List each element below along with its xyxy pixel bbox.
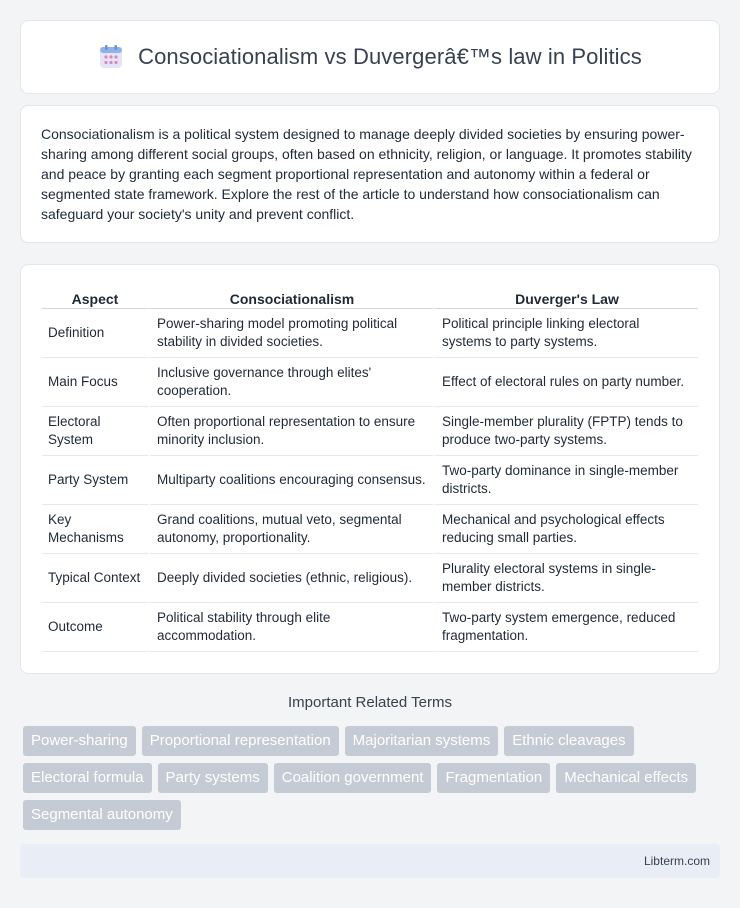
tag-power-sharing[interactable]: Power-sharing — [23, 726, 136, 756]
comparison-card — [20, 264, 720, 674]
tag-majoritarian-systems[interactable]: Majoritarian systems — [345, 726, 499, 756]
table-row — [42, 505, 698, 554]
calendar-app-icon — [98, 44, 124, 70]
row-aspect: Party System — [42, 456, 148, 505]
table-row — [42, 309, 698, 358]
row-duverger: Plurality electoral systems in single-member districts. — [433, 554, 698, 603]
intro-paragraph: Consociationalism is a political system designed to manage deeply divided societies by ensuring power-sharing among different social groups, often based on ethnicity, religion, or language. It promotes stability and peace by granting each segment proportional representation and autonomy within a federal or segmented state framework. Explore the rest of the article to understand how consociationalism can safeguard your society's unity and prevent conflict. — [41, 126, 692, 222]
row-aspect: Definition — [42, 309, 148, 358]
table-row — [42, 358, 698, 407]
table-row — [42, 603, 698, 652]
footer — [20, 844, 720, 878]
tag-party-systems[interactable]: Party systems — [158, 763, 268, 793]
table-header-row — [42, 285, 698, 309]
table-row — [42, 456, 698, 505]
related-terms-title: Important Related Terms — [288, 694, 452, 711]
row-consociationalism: Often proportional representation to ensure minority inclusion. — [148, 407, 433, 456]
row-consociationalism: Grand coalitions, mutual veto, segmental autonomy, proportionality. — [148, 505, 433, 554]
tag-coalition-government[interactable]: Coalition government — [274, 763, 432, 793]
row-consociationalism: Political stability through elite accommodation. — [148, 603, 433, 652]
tag-segmental-autonomy[interactable]: Segmental autonomy — [23, 800, 181, 830]
header — [98, 44, 642, 70]
row-duverger: Single-member plurality (FPTP) tends to produce two-party systems. — [433, 407, 698, 456]
row-duverger: Effect of electoral rules on party number. — [433, 358, 698, 407]
row-duverger: Mechanical and psychological effects reducing small parties. — [433, 505, 698, 554]
table-row — [42, 407, 698, 456]
row-aspect: Electoral System — [42, 407, 148, 456]
tag-fragmentation[interactable]: Fragmentation — [437, 763, 550, 793]
tag-proportional-representation[interactable]: Proportional representation — [142, 726, 339, 756]
table-row — [42, 554, 698, 603]
row-aspect: Main Focus — [42, 358, 148, 407]
row-duverger: Two-party system emergence, reduced fragmentation. — [433, 603, 698, 652]
tag-electoral-formula[interactable]: Electoral formula — [23, 763, 152, 793]
page-title: Consociationalism vs Duvergerâ€™s law in Politics — [138, 44, 642, 69]
row-duverger: Two-party dominance in single-member districts. — [433, 456, 698, 505]
row-consociationalism: Deeply divided societies (ethnic, religious). — [148, 554, 433, 603]
tag-mechanical-effects[interactable]: Mechanical effects — [556, 763, 696, 793]
row-aspect: Typical Context — [42, 554, 148, 603]
row-aspect: Outcome — [42, 603, 148, 652]
row-consociationalism: Multiparty coalitions encouraging consensus. — [148, 456, 433, 505]
row-duverger: Political principle linking electoral systems to party systems. — [433, 309, 698, 358]
footer-site-link[interactable]: Libterm.com — [643, 854, 710, 868]
header-card — [20, 20, 720, 94]
row-consociationalism: Inclusive governance through elites' cooperation. — [148, 358, 433, 407]
comparison-table — [42, 285, 698, 652]
related-terms-list — [23, 726, 723, 830]
header-consociationalism: Consociationalism — [148, 285, 433, 309]
header-aspect: Aspect — [42, 285, 148, 309]
intro-card — [20, 105, 720, 243]
tag-ethnic-cleavages[interactable]: Ethnic cleavages — [504, 726, 633, 756]
row-consociationalism: Power-sharing model promoting political stability in divided societies. — [148, 309, 433, 358]
header-duvergers-law: Duverger's Law — [433, 285, 698, 309]
row-aspect: Key Mechanisms — [42, 505, 148, 554]
